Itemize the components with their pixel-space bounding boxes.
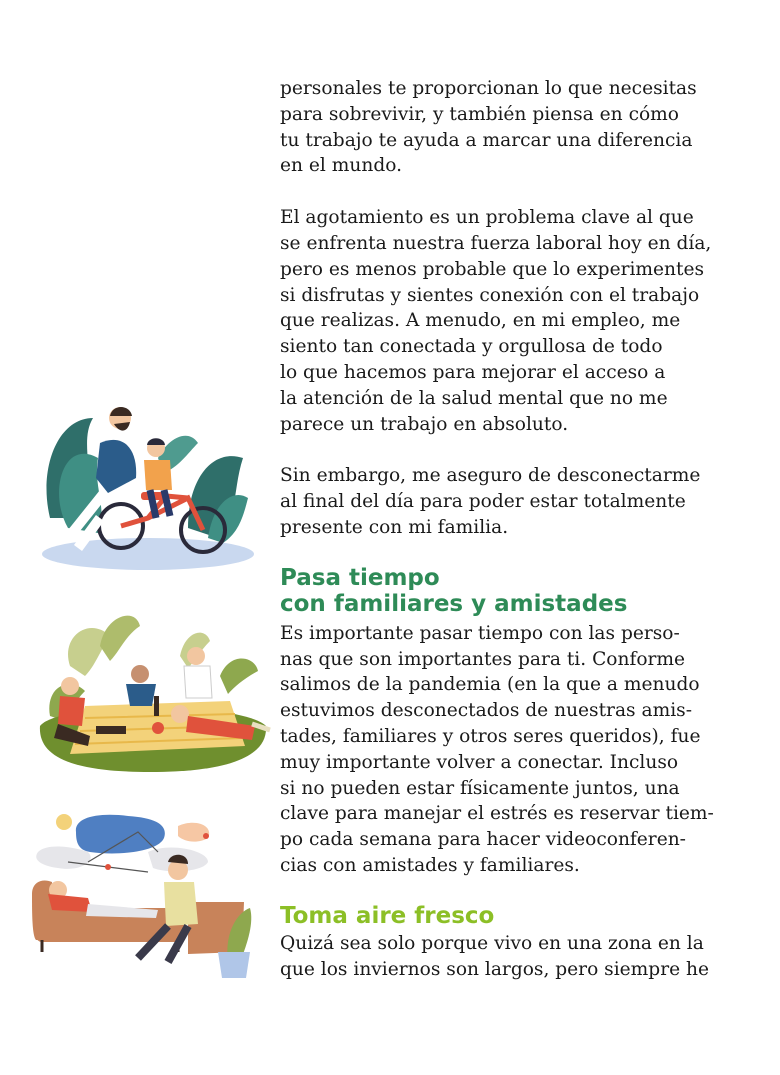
paragraph-family: Es importante pasar tiempo con las perso- nas que son importantes para ti. Conforme salimos de la pandemia (en la que a menudo estuvimos desconectados de nuestras amis- tades, familiares y otros seres queridos), fue muy importante volver a conectar. Incluso si no pueden estar físicamente juntos, una clave para manejar el estrés es reservar tiem- po cada semana para hacer videoconferen- cias con amistades y familiares. [280, 622, 714, 876]
heading-family-time: Pasa tiempo con familiares y amistades [280, 564, 628, 617]
therapy-illustration [28, 812, 264, 980]
paragraph-fresh-air: Quizá sea solo porque vivo en una zona en la que los inviernos son largos, pero siempre he [280, 932, 709, 980]
paragraph-disconnect: Sin embargo, me aseguro de desconectarme al final del día para poder estar totalmente presente con mi familia. [280, 465, 701, 538]
article-column [280, 76, 750, 982]
paragraph-work-meaning: personales te proporcionan lo que necesitas para sobrevivir, y también piensa en cómo tu trabajo te ayuda a marcar una diferencia en el mundo. [280, 78, 697, 177]
paragraph-burnout: El agotamiento es un problema clave al que se enfrenta nuestra fuerza laboral hoy en día, pero es menos probable que lo experimentes si disfrutas y sientes conexión con el trabajo que realizas. A menudo, en mi empleo, me siento tan conectada y orgullosa de todo lo que hacemos para mejorar el acceso a la atención de la salud mental que no me parece un trabajo en absoluto. [280, 207, 712, 435]
picnic-illustration [30, 606, 274, 776]
heading-fresh-air: Toma aire fresco [280, 902, 495, 929]
bicycle-illustration [38, 398, 256, 574]
